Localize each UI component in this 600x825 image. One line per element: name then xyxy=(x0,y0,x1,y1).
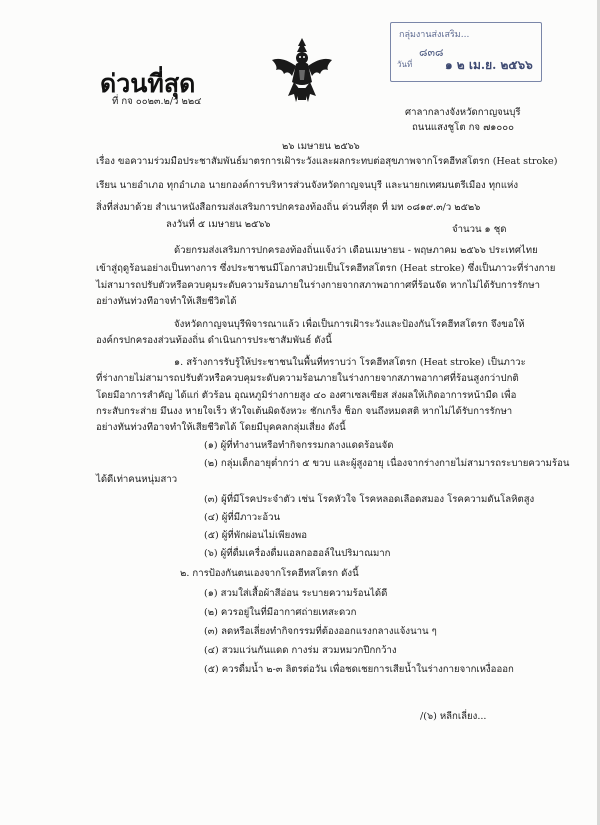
body-line: องค์กรปกครองส่วนท้องถิ่น ดำเนินการประชาสัมพันธ์ ดังนี้ xyxy=(96,335,332,346)
stamp-date: ๑ ๒ เม.ย. ๒๕๖๖ xyxy=(445,58,533,72)
stamp-date-label: วันที่ xyxy=(397,60,413,69)
body-line: กระสับกระส่าย มึนงง หายใจเร็ว หัวใจเต้นผิดจังหวะ ชักเกร็ง ช็อก จนถึงหมดสติ หากไม่ได้รับการรักษา xyxy=(96,406,513,417)
receipt-stamp xyxy=(390,22,542,82)
list-item: ได้ดีเท่าคนหนุ่มสาว xyxy=(96,474,178,485)
subject-line: เรื่อง ขอความร่วมมือประชาสัมพันธ์มาตรการเฝ้าระวังและผลกระทบต่อสุขภาพจากโรคฮีทสโตรก (Heat stroke) xyxy=(96,156,558,167)
enclosure-line: สิ่งที่ส่งมาด้วย สำเนาหนังสือกรมส่งเสริมการปกครองท้องถิ่น ด่วนที่สุด ที่ มท ๐๘๑๙.๓/ว ๒๕๒๖ xyxy=(96,202,481,213)
document-date: ๒๖ เมษายน ๒๕๖๖ xyxy=(282,141,360,152)
list-item: (๒) กลุ่มเด็กอายุต่ำกว่า ๕ ขวบ และผู้สูงอายุ เนื่องจากร่างกายไม่สามารถระบายความร้อน xyxy=(204,458,570,469)
enclosure-amount: จำนวน ๑ ชุด xyxy=(452,224,507,235)
recipient-line: เรียน นายอำเภอ ทุกอำเภอ นายกองค์การบริหารส่วนจังหวัดกาญจนบุรี และนายกเทศมนตรีเมือง ทุกแห่ง xyxy=(96,180,519,191)
document-number: ที่ กจ ๐๐๒๓.๒/ว ๒๒๔ xyxy=(112,96,202,107)
body-line: ๒. การป้องกันตนเองจากโรคฮีทสโตรก ดังนี้ xyxy=(180,568,359,579)
garuda-emblem-icon xyxy=(268,36,336,106)
list-item: (๕) ผู้ที่พักผ่อนไม่เพียงพอ xyxy=(204,530,307,541)
body-line: ที่ร่างกายไม่สามารถปรับตัวหรือควบคุมระดับความร้อนภายในร่างกายจากสภาพอากาศที่ร้อนสูงกว่าปกติ xyxy=(96,373,519,384)
list-item: (๑) ผู้ที่ทำงานหรือทำกิจกรรมกลางแดดร้อนจัด xyxy=(204,440,394,451)
list-item: (๔) สวมแว่นกันแดด กางร่ม สวมหมวกปีกกว้าง xyxy=(204,645,397,656)
body-line: โดยมีอาการสำคัญ ได้แก่ ตัวร้อน อุณหภูมิร่างกายสูง ๔๐ องศาเซลเซียส ส่งผลให้เกิดอาการหน้ามืด เพื่อ xyxy=(96,390,517,401)
list-item: (๕) ควรดื่มน้ำ ๒-๓ ลิตรต่อวัน เพื่อชดเชยการเสียน้ำในร่างกายจากเหงื่อออก xyxy=(204,664,514,675)
continued-marker: /(๖) หลีกเลี่ยง... xyxy=(420,711,487,722)
body-line: อย่างทันท่วงทีอาจทำให้เสียชีวิตได้ โดยมีบุคคลกลุ่มเสี่ยง ดังนี้ xyxy=(96,422,346,433)
body-line: จังหวัดกาญจนบุรีพิจารณาแล้ว เพื่อเป็นการเฝ้าระวังและป้องกันโรคฮีทสโตรก จึงขอให้ xyxy=(174,319,525,330)
enclosure-date: ลงวันที่ ๕ เมษายน ๒๕๖๖ xyxy=(166,219,271,230)
list-item: (๓) ผู้ที่มีโรคประจำตัว เช่น โรคหัวใจ โรคหลอดเลือดสมอง โรคความดันโลหิตสูง xyxy=(204,494,535,505)
body-line: ไม่สามารถปรับตัวหรือควบคุมระดับความร้อนภายในร่างกายจากสภาพอากาศที่ร้อนจัด หากไม่ได้รับการรักษา xyxy=(96,280,540,291)
body-line: เข้าสู่ฤดูร้อนอย่างเป็นทางการ ซึ่งประชาชนมีโอกาสป่วยเป็นโรคฮีทสโตรก (Heat stroke) ซึ่งเป็นภาวะที่ร่างกาย xyxy=(96,263,556,274)
list-item: (๖) ผู้ที่ดื่มเครื่องดื่มแอลกอฮอล์ในปริมาณมาก xyxy=(204,548,391,559)
list-item: (๑) สวมใส่เสื้อผ้าสีอ่อน ระบายความร้อนได้ดี xyxy=(204,588,388,599)
stamp-office: กลุ่มงานส่งเสริม... xyxy=(399,30,470,40)
stamp-number: ๘๓๘ xyxy=(419,46,444,59)
list-item: (๔) ผู้ที่มีภาวะอ้วน xyxy=(204,512,281,523)
office-name: ศาลากลางจังหวัดกาญจนบุรี xyxy=(405,107,521,118)
body-line: ด้วยกรมส่งเสริมการปกครองท้องถิ่นแจ้งว่า เดือนเมษายน - พฤษภาคม ๒๕๖๖ ประเทศไทย xyxy=(174,245,538,256)
body-line: อย่างทันท่วงทีอาจทำให้เสียชีวิตได้ xyxy=(96,296,237,307)
office-address: ถนนแสงชูโต กจ ๗๑๐๐๐ xyxy=(412,122,514,133)
urgency-label: ด่วนที่สุด xyxy=(100,69,196,98)
list-item: (๓) ลดหรือเลี่ยงทำกิจกรรมที่ต้องออกแรงกลางแจ้งนาน ๆ xyxy=(204,626,437,637)
list-item: (๒) ควรอยู่ในที่มีอากาศถ่ายเทสะดวก xyxy=(204,607,357,618)
body-line: ๑. สร้างการรับรู้ให้ประชาชนในพื้นที่ทราบว่า โรคฮีทสโตรก (Heat stroke) เป็นภาวะ xyxy=(174,357,526,368)
